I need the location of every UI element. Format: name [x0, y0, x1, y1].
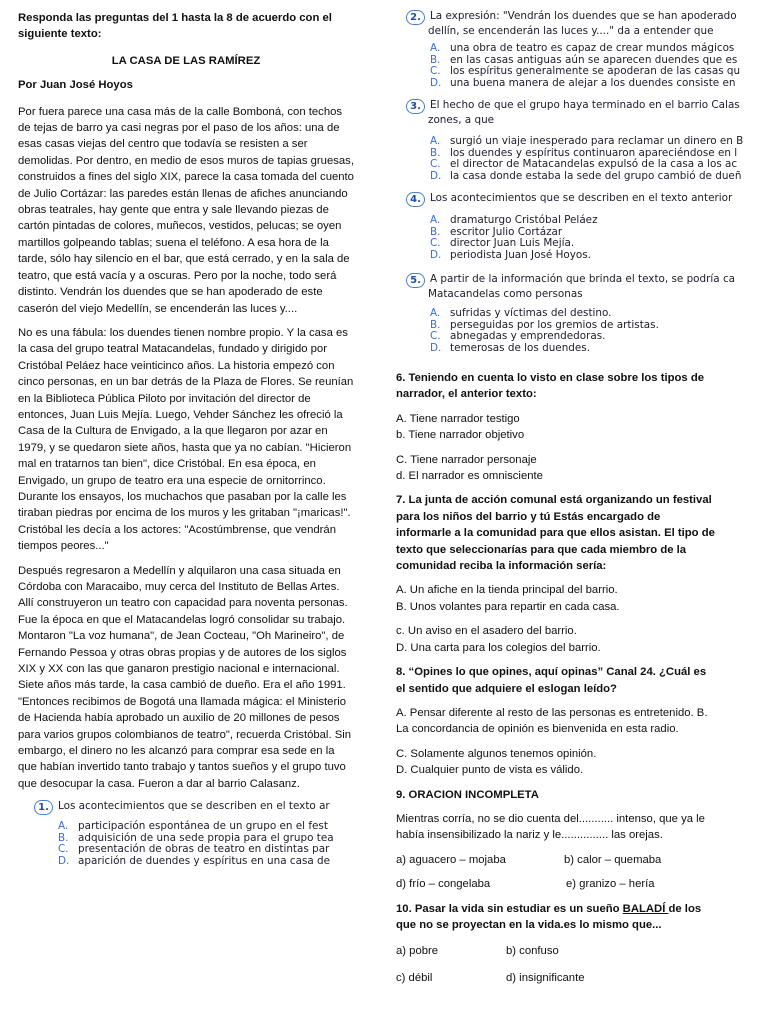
option-c[interactable]: C. director Juan Luis Mejía. [430, 237, 575, 249]
question-9-title: 9. ORACION INCOMPLETA [396, 788, 539, 801]
option-d[interactable]: D. aparición de duendes y espíritus en una casa de [58, 854, 331, 867]
option-b[interactable]: B. adquisición de una sede propia para el grupo tea [58, 831, 334, 844]
right-column [396, 10, 768, 1020]
q10-option-b[interactable]: b) confuso [506, 945, 559, 958]
q7-option-b[interactable]: B. Unos volantes para repartir en cada casa. [396, 600, 620, 613]
option-c[interactable]: C. el director de Matacandelas expulsó de la casa a los ac [430, 158, 738, 170]
option-d[interactable]: D. la casa donde estaba la sede del grupo cambió de dueñ [430, 169, 742, 182]
q8-option-d[interactable]: D. Cualquier punto de vista es válido. [396, 764, 584, 777]
option-d[interactable]: D. temerosas de los duendes. [430, 341, 590, 354]
question-6-text: 6. Teniendo en cuenta lo visto en clase sobre los tipos de narrador, el anterior texto: [396, 372, 705, 401]
option-b[interactable]: B. escritor Julio Cortázar [430, 225, 563, 238]
question-text-line-2: dellín, se encenderán las luces y...." da a entender que [428, 25, 714, 37]
q9-row-1 [396, 852, 718, 868]
q7-option-d[interactable]: D. Una carta para los colegios del barrio. [396, 641, 601, 654]
question-5 [406, 273, 768, 354]
underlined-word: BALADÍ [622, 902, 669, 915]
question-3 [406, 99, 768, 182]
option-c[interactable]: C. presentación de obras de teatro en distintas par [58, 843, 330, 856]
option-a[interactable]: A. dramaturgo Cristóbal Peláez [430, 214, 598, 226]
question-text: Los acontecimientos que se describen en el texto ar [58, 800, 330, 813]
option-d[interactable]: D. una buena manera de alejar a los duendes consiste en [430, 76, 736, 89]
option-a[interactable]: A. una obra de teatro es capaz de crear mundos mágicos [430, 42, 735, 54]
question-number-badge: 4. [406, 192, 425, 207]
question-1 [34, 800, 374, 867]
q6-option-d[interactable]: d. El narrador es omnisciente [396, 470, 543, 483]
option-b[interactable]: B. en las casas antiguas aún se aparecen duendes que es [430, 53, 738, 66]
q6-option-a[interactable]: A. Tiene narrador testigo [396, 412, 520, 425]
q6-option-b[interactable]: b. Tiene narrador objetivo [396, 429, 525, 442]
question-text-line-2: zones, a que [428, 114, 495, 126]
q7-option-a[interactable]: A. Un afiche en la tienda principal del barrio. [396, 584, 618, 597]
question-text: La expresión: "Vendrán los duendes que se han apoderado [430, 10, 737, 22]
q7-option-c[interactable]: c. Un aviso en el asadero del barrio. [396, 625, 577, 638]
option-b[interactable]: B. perseguidas por los gremios de artistas. [430, 318, 659, 331]
q9-option-e[interactable]: e) granizo – hería [566, 878, 655, 891]
typed-questions [396, 370, 718, 986]
question-2 [406, 10, 768, 89]
q10-row-2 [396, 970, 718, 986]
option-c[interactable]: C. los espíritus generalmente se apoderan de las casas qu [430, 65, 741, 77]
reading-paragraph-2: No es una fábula: los duendes tienen nombre propio. Y la casa es la casa del grupo teatral Matacandelas, fundado y dirigido por Cristóbal Peláez hace veinticinco años. La historia empezó con cinco personas, en un bar detrás de la Plaza de Flores. Se reunían en la Biblioteca Pública Piloto por invitación del director de entonces, Juan Luis Mejía. Luego, Vehder Sánchez les ofreció la Casa de la Cultura de Envigado, a la que llegaron por azar en 1979, y se quedaron siete años, hasta que ya no cabían. "Hicieron mal en tratarnos tan bien", dice Cristóbal. En esa época, en Envigado, un grupo de teatro era una especie de ornitorrinco. Durante los ensayos, los muchachos que pasaban por la calle les tiraban piedras por encima de los muros y les gritaban "¡maricas!". Cristóbal les decía a los actores: "Acostúmbrense, que vendrán tiempos peores..." [18, 326, 354, 553]
q9-option-a[interactable]: a) aguacero – mojaba [396, 853, 506, 866]
question-text: El hecho de que el grupo haya terminado en el barrio Calas [430, 99, 740, 111]
question-7-text: 7. La junta de acción comunal está organizando un festival para los niños del barrio y tú Estás encargado de informarle a la comunidad para que ellos asistan. El tipo de texto que seleccionarías para que cada miembro de la comunidad reciba la información sería: [396, 494, 715, 573]
question-8-text: 8. “Opines lo que opines, aquí opinas” Canal 24. ¿Cuál es el sentido que adquiere el eslogan leído? [396, 666, 707, 695]
q10-row-1 [396, 943, 718, 959]
q8-option-c[interactable]: C. Solamente algunos tenemos opinión. [396, 747, 597, 760]
question-number-badge: 5. [406, 273, 425, 288]
question-number-badge: 3. [406, 99, 425, 114]
question-number-badge: 1. [34, 800, 53, 815]
question-number-badge: 2. [406, 10, 425, 25]
option-a[interactable]: A. sufridas y víctimas del destino. [430, 307, 612, 319]
question-text-line-2: Matacandelas como personas [428, 288, 583, 300]
option-d[interactable]: D. periodista Juan José Hoyos. [430, 248, 591, 261]
question-text: Los acontecimientos que se describen en el texto anterior [430, 192, 733, 204]
question-text: A partir de la información que brinda el texto, se podría ca [430, 273, 736, 285]
q6-option-c[interactable]: C. Tiene narrador personaje [396, 453, 537, 466]
option-a[interactable]: A. surgió un viaje inesperado para reclamar un dinero en B [430, 135, 744, 147]
option-a[interactable]: A. participación espontánea de un grupo en el fest [58, 820, 328, 833]
q10-option-c[interactable]: c) débil [396, 971, 433, 984]
q9-option-d[interactable]: d) frío – congelaba [396, 878, 491, 891]
q10-option-d[interactable]: d) insignificante [506, 971, 585, 984]
q8-options-a-b[interactable]: A. Pensar diferente al resto de las personas es entretenido. B. La concordancia de opinión es bienvenida en esta radio. [396, 706, 708, 736]
reading-paragraph-3: Después regresaron a Medellín y alquilaron una casa situada en Córdoba con Maracaibo, muy cerca del Instituto de Bellas Artes. Allí construyeron un teatro con capacidad para noventa personas. Fue la época en que el Matacandelas logró consolidar su trabajo. Montaron "La voz humana", de Jean Cocteau, "Oh Marineiro", de Fernando Pessoa y otras obras propias y de autores de los siglos XIX y XX con las que ganaron prestigio nacional e internacional. Siete años más tarde, la casa cambió de dueño. Era el año 1991. "Entonces recibimos de Bogotá una llamada mágica: el Ministerio de Hacienda había aprobado un auxilio de 20 millones de pesos para varios grupos colombianos de teatro", recuerda Cristóbal. Sin embargo, el dinero no les alcanzó para comprar esa sede en la que habían invertido tanto trabajo y tantos sueños y el grupo tuvo que desocupar la casa. Fueron a dar al barrio Calasanz. [18, 564, 352, 790]
question-9-text: Mientras corría, no se dio cuenta del........... intenso, que ya le había insensibilizado la nariz y le............... las orejas. [396, 812, 705, 842]
q9-row-2 [396, 876, 718, 892]
left-column [18, 10, 354, 867]
reading-paragraph-1: Por fuera parece una casa más de la calle Bomboná, con techos de tejas de barro ya casi negras por el paso de los años: una de esas casas viejas del centro que todavía se resisten a ser demolidas. Por dentro, en medio de esos muros de tapias gruesas, construidos a fines del siglo XIX, parece la casa tomada del cuento de Julio Cortázar: las paredes están llenas de afiches anunciando obras teatrales, hay gente que entra y sale llevando piezas de cartón pintadas de colores, muñecos, vestidos, pelucas; se oyen martillos golpeando tablas; suena el teléfono. A esa hora de la tarde, sólo hay silencio en el bar, que está cerrado, y en la sala de teatro, que está vacía y a oscuras. Pero por la noche, todo será distinto. Vendrán los duendes que se han apoderado de este caserón del viejo Medellín, se encenderán las luces y.... [18, 105, 354, 315]
q10-option-a[interactable]: a) pobre [396, 945, 439, 958]
option-c[interactable]: C. abnegadas y emprendedoras. [430, 330, 606, 342]
reading-title: LA CASA DE LAS RAMÍREZ [111, 54, 261, 67]
instructions: Responda las preguntas del 1 hasta la 8 de acuerdo con el siguiente texto: [18, 12, 332, 41]
question-4 [406, 192, 768, 261]
reading-author: Por Juan José Hoyos [18, 79, 133, 92]
question-10-text: 10. Pasar la vida sin estudiar es un sueño BALADÍ de los que no se proyectan en la vida.es lo mismo que... [396, 902, 702, 931]
option-b[interactable]: B. los duendes y espíritus continuaron apareciéndose en l [430, 146, 738, 159]
q9-option-b[interactable]: b) calor – quemaba [564, 853, 662, 866]
